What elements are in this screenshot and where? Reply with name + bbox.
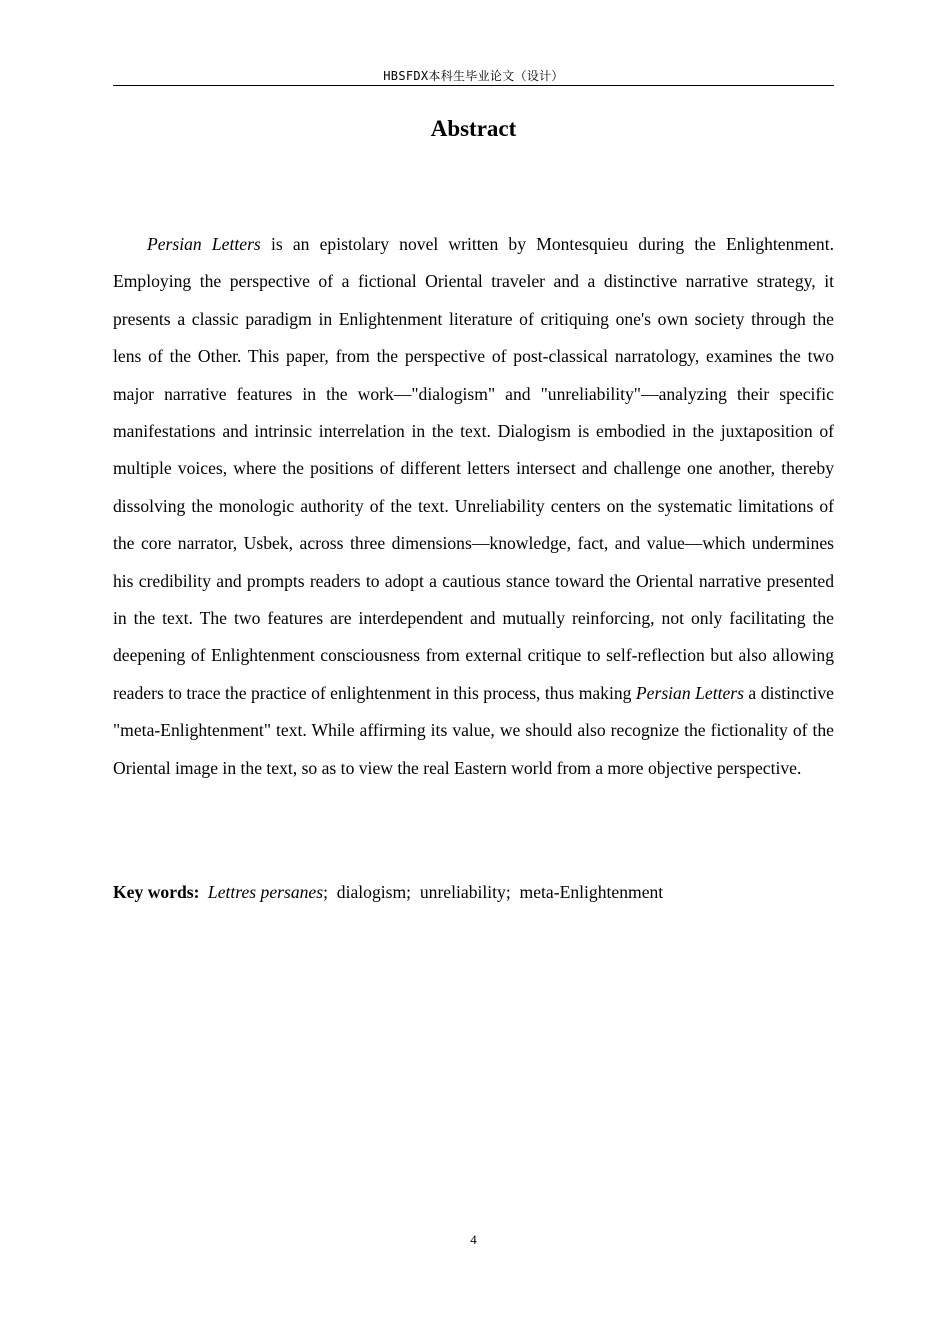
book-title-italic: Persian Letters [635,682,744,703]
abstract-text-part-1: is an epistolary novel written by Montesquieu during the Enlightenment. Employing the perspective of a fictional Oriental traveler and a distinctive narrative strategy, it presents a classic paradigm in Enlightenment literature of critiquing one's own society through the lens of the Other. This paper, from the perspective of post-classical narratology, examines the two major narrative features in the work—"dialogism" and "unreliability"—analyzing their specific manifestations and intrinsic interrelation in the text. Dialogism is embodied in the juxtaposition of multiple voices, where the positions of different letters intersect and challenge one another, thereby dissolving the monologic authority of the text. Unreliability centers on the systematic limitations of the core narrator, Usbek, across three dimensions—knowledge, fact, and value—which undermines his credibility and prompts readers to adopt a cautious stance toward the Oriental narrative presented in the text. The two features are interdependent and mutually reinforcing, not only facilitating the deepening of Enlightenment consciousness from external critique to self-reflection but also allowing readers to trace the practice of enlightenment in this process, thus making [113,234,834,703]
page-title: Abstract [430,116,517,141]
keywords-separator: : [193,882,200,902]
header-rule [113,85,834,86]
keywords-label: Key words [113,882,194,902]
abstract-paragraph [113,226,834,787]
keyword-delimiter: ; [323,882,328,902]
running-header: HBSFDX本科生毕业论文（设计） [383,69,564,83]
keyword-delimiter: ; [505,882,511,902]
keyword-item: dialogism [336,882,407,902]
keyword-item: meta-Enlightenment [519,882,664,902]
keyword-item: unreliability [419,882,506,902]
abstract-text-part-2: a distinctive "meta-Enlightenment" text. While affirming its value, we should also recognize the fictionality of the Oriental image in the text, so as to view the real Eastern world from a more objective perspective. [113,682,834,778]
keywords-line [113,874,834,911]
keyword-delimiter: ; [406,882,412,902]
keyword-item: Lettres persanes [207,882,324,902]
book-title-italic: Persian Letters [147,234,261,254]
page-number: 4 [470,1232,477,1247]
